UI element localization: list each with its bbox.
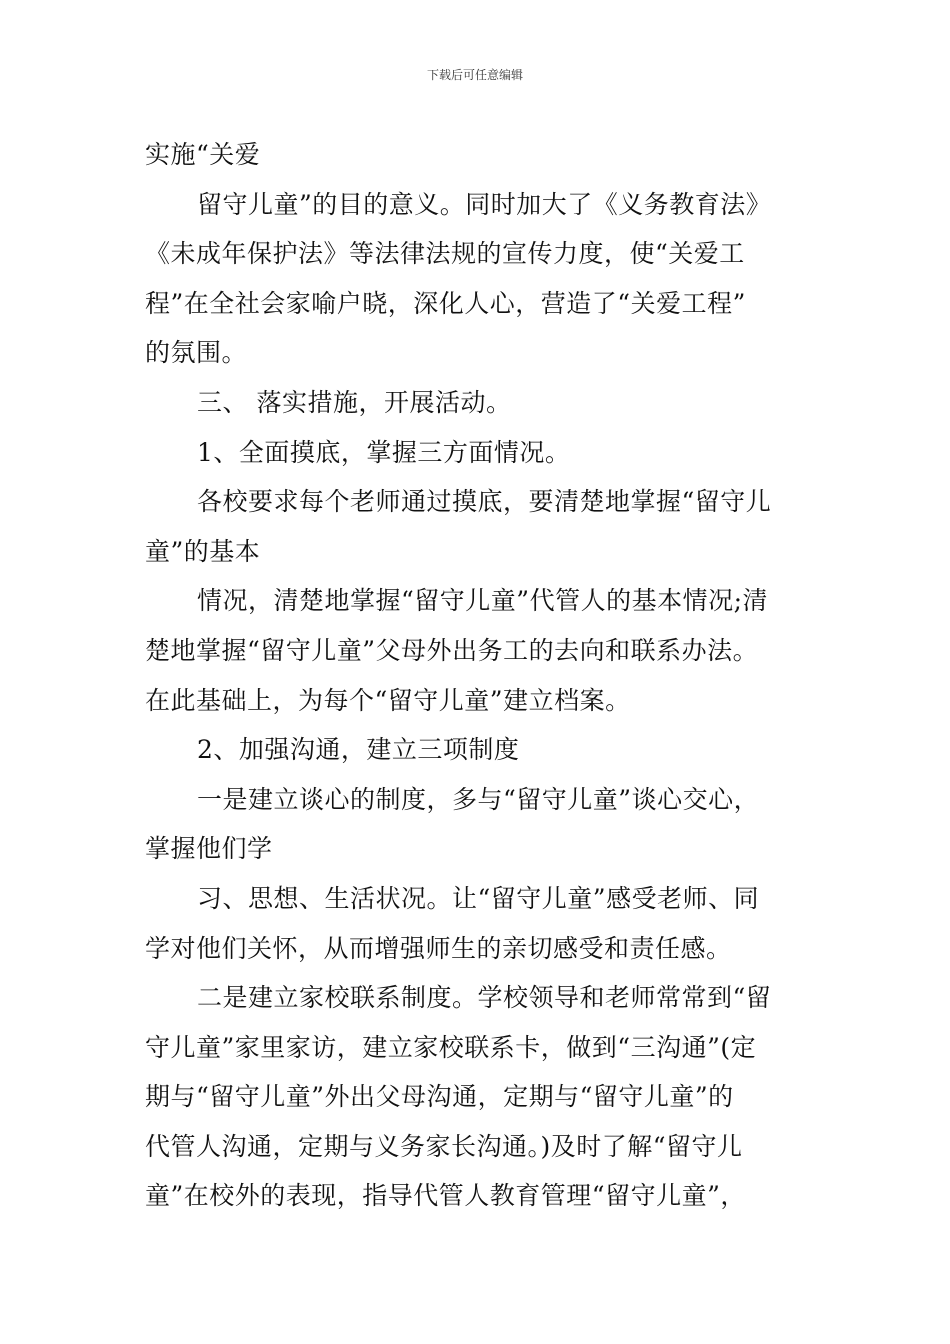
text-line: 各校要求每个老师通过摸底，要清楚地掌握“留守儿 xyxy=(197,487,772,517)
text-line: 楚地掌握“留守儿童”父母外出务工的去向和联系办法。 xyxy=(145,635,759,665)
text-line: 三、 落实措施，开展活动。 xyxy=(197,387,512,417)
text-line: 留守儿童”的目的意义。同时加大了《义务教育法》 xyxy=(197,189,772,219)
text-line: 童”的基本 xyxy=(145,536,261,566)
text-line: 情况，清楚地掌握“留守儿童”代管人的基本情况;清 xyxy=(197,586,768,616)
text-line: 2、加强沟通，建立三项制度 xyxy=(197,735,520,765)
text-line: 程”在全社会家喻户晓，深化人心，营造了“关爱工程” xyxy=(145,288,746,318)
text-line: 守儿童”家里家访，建立家校联系卡，做到“三沟通”(定 xyxy=(145,1032,757,1062)
text-line: 二是建立家校联系制度。学校领导和老师常常到“留 xyxy=(197,983,772,1013)
text-line: 一是建立谈心的制度，多与“留守儿童”谈心交心， xyxy=(197,784,760,814)
page-header: 下载后可任意编辑 xyxy=(426,68,523,82)
text-line: 代管人沟通，定期与义务家长沟通。)及时了解“留守儿 xyxy=(145,1131,743,1161)
text-line: 掌握他们学 xyxy=(145,834,273,864)
text-line: 的氛围。 xyxy=(145,338,248,368)
document-body xyxy=(145,130,810,1221)
text-line: 1、全面摸底，掌握三方面情况。 xyxy=(197,437,571,467)
text-line: 童”在校外的表现，指导代管人教育管理“留守儿童”， xyxy=(145,1181,746,1211)
text-line: 《未成年保护法》等法律法规的宣传力度，使“关爱工 xyxy=(145,239,745,269)
text-line: 学对他们关怀，从而增强师生的亲切感受和责任感。 xyxy=(145,933,732,963)
text-line: 习、思想、生活状况。让“留守儿童”感受老师、同 xyxy=(197,883,760,913)
text-line: 期与“留守儿童”外出父母沟通，定期与“留守儿童”的 xyxy=(145,1082,734,1112)
text-line: 在此基础上，为每个“留守儿童”建立档案。 xyxy=(145,685,631,715)
text-line: 实施“关爱 xyxy=(145,140,261,169)
